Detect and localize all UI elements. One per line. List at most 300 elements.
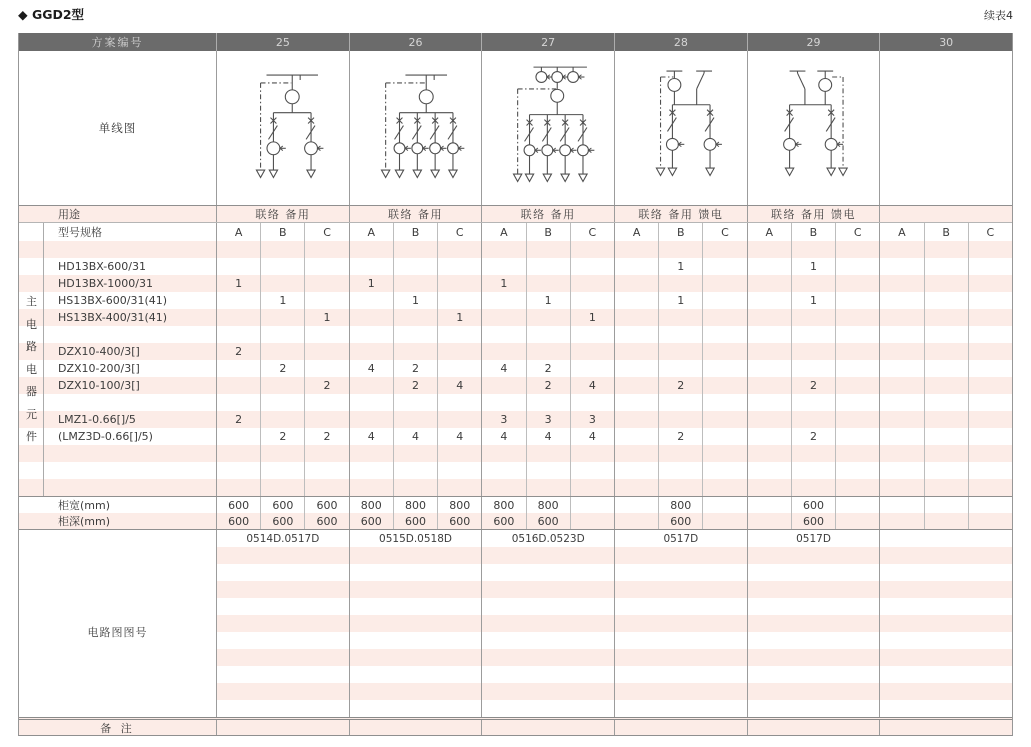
qty-cell <box>526 445 570 462</box>
stripe-row <box>350 683 482 700</box>
title-bar <box>0 0 1031 25</box>
diagram-number-left-cell <box>19 530 216 547</box>
qty-cell <box>526 343 570 360</box>
qty-cell: 4 <box>481 428 525 445</box>
stripe-row <box>615 547 747 564</box>
qty-cell <box>702 479 746 496</box>
cabinet-width-cell: 800 <box>526 497 570 513</box>
qty-cell <box>791 275 835 292</box>
cabinet-depth-cell <box>702 513 746 529</box>
component-name <box>44 241 216 258</box>
stripe-row <box>880 564 1012 581</box>
group-column-spacer <box>19 309 44 326</box>
qty-cell <box>614 479 658 496</box>
component-row <box>19 479 1012 496</box>
qty-cell <box>968 394 1012 411</box>
cabinet-width-cell <box>924 497 968 513</box>
cabinet-depth-row <box>19 513 1012 530</box>
qty-cell <box>835 411 879 428</box>
qty-cell <box>702 462 746 479</box>
qty-cell <box>260 309 304 326</box>
cabinet-depth-cell <box>747 513 791 529</box>
qty-cell: 3 <box>570 411 614 428</box>
qty-cell <box>304 326 348 343</box>
qty-cell <box>614 309 658 326</box>
qty-cell <box>924 411 968 428</box>
qty-cell <box>216 326 260 343</box>
component-row <box>19 292 1012 309</box>
group-column-spacer <box>19 326 44 343</box>
qty-cell <box>702 258 746 275</box>
remark-cell <box>614 720 747 735</box>
qty-cell <box>260 411 304 428</box>
qty-cell <box>216 241 260 258</box>
qty-cell <box>260 479 304 496</box>
qty-cell <box>614 258 658 275</box>
cabinet-depth-cell <box>968 513 1012 529</box>
remark-cell <box>879 720 1012 735</box>
qty-cell: 2 <box>304 377 348 394</box>
stripe-row <box>748 683 880 700</box>
qty-cell <box>304 411 348 428</box>
qty-cell <box>747 241 791 258</box>
component-row <box>19 411 1012 428</box>
stripe-row <box>350 547 482 564</box>
group-column-spacer <box>19 445 44 462</box>
qty-cell <box>614 445 658 462</box>
qty-cell <box>747 479 791 496</box>
components-section <box>19 241 1012 496</box>
qty-cell <box>481 462 525 479</box>
qty-cell <box>393 309 437 326</box>
qty-cell: 2 <box>526 377 570 394</box>
qty-cell <box>791 309 835 326</box>
qty-cell <box>437 445 481 462</box>
continuation-label: 续表4 <box>984 9 1013 22</box>
qty-cell <box>216 462 260 479</box>
qty-cell <box>924 377 968 394</box>
qty-cell <box>658 411 702 428</box>
diagram-cell-30 <box>879 51 1012 205</box>
qty-cell <box>879 360 923 377</box>
subcol-header: C <box>304 223 348 241</box>
qty-cell <box>570 275 614 292</box>
stripe-row <box>748 649 880 666</box>
qty-cell <box>393 241 437 258</box>
qty-cell <box>216 309 260 326</box>
diagram-number-cell <box>879 530 1012 547</box>
qty-cell <box>614 275 658 292</box>
qty-cell: 2 <box>393 377 437 394</box>
qty-cell <box>968 462 1012 479</box>
qty-cell <box>747 292 791 309</box>
stripe-row <box>350 649 482 666</box>
qty-cell <box>526 326 570 343</box>
qty-cell <box>260 462 304 479</box>
qty-cell <box>968 275 1012 292</box>
usage-cell: 联络 备用 <box>481 206 614 222</box>
diagram-cell-28 <box>614 51 747 205</box>
qty-cell <box>481 326 525 343</box>
qty-cell <box>747 258 791 275</box>
diagram-number-cell: 0515D.0518D <box>349 530 482 547</box>
cabinet-width-cell: 800 <box>437 497 481 513</box>
qty-cell <box>924 343 968 360</box>
qty-cell: 1 <box>437 309 481 326</box>
qty-cell: 2 <box>791 377 835 394</box>
stripe-row <box>748 632 880 649</box>
qty-cell <box>747 309 791 326</box>
usage-cell: 联络 备用 馈电 <box>614 206 747 222</box>
qty-cell <box>349 292 393 309</box>
qty-cell <box>393 343 437 360</box>
stripe-row <box>482 666 614 683</box>
qty-cell <box>216 394 260 411</box>
subcol-header: B <box>924 223 968 241</box>
cabinet-depth-cell <box>570 513 614 529</box>
qty-cell: 4 <box>349 428 393 445</box>
qty-cell: 1 <box>349 275 393 292</box>
stripe-row <box>880 666 1012 683</box>
qty-cell: 4 <box>437 377 481 394</box>
qty-cell <box>835 241 879 258</box>
stripe-row <box>748 700 880 717</box>
cabinet-width-cell <box>570 497 614 513</box>
qty-cell <box>791 343 835 360</box>
qty-cell: 2 <box>791 428 835 445</box>
qty-cell <box>304 462 348 479</box>
component-name <box>44 445 216 462</box>
qty-cell <box>835 343 879 360</box>
qty-cell <box>747 445 791 462</box>
qty-cell <box>658 309 702 326</box>
single-line-diagram-26 <box>350 51 482 205</box>
subcol-header: C <box>702 223 746 241</box>
stripe-row <box>482 581 614 598</box>
qty-cell <box>216 377 260 394</box>
qty-cell <box>437 292 481 309</box>
component-name <box>44 394 216 411</box>
group-column-spacer <box>19 428 44 445</box>
qty-cell <box>879 326 923 343</box>
subcol-header: B <box>658 223 702 241</box>
qty-cell <box>526 394 570 411</box>
cabinet-depth-cell <box>879 513 923 529</box>
qty-cell <box>879 445 923 462</box>
qty-cell <box>349 377 393 394</box>
spec-label: 型号规格 <box>58 226 102 239</box>
qty-cell <box>968 309 1012 326</box>
cabinet-width-cell: 800 <box>658 497 702 513</box>
spec-header-row <box>19 223 1012 241</box>
qty-cell <box>260 394 304 411</box>
qty-cell <box>304 241 348 258</box>
diagram-number-values-row <box>19 530 1012 547</box>
qty-cell <box>835 394 879 411</box>
qty-cell <box>437 411 481 428</box>
component-name: HD13BX-1000/31 <box>58 277 153 290</box>
cabinet-width-cell <box>968 497 1012 513</box>
stripe-row <box>217 649 349 666</box>
qty-cell <box>835 428 879 445</box>
stripe-row <box>880 615 1012 632</box>
qty-cell <box>924 394 968 411</box>
subcol-header: C <box>835 223 879 241</box>
qty-cell <box>393 411 437 428</box>
component-name <box>44 326 216 343</box>
single-line-diagram-row <box>19 51 1012 206</box>
qty-cell <box>526 309 570 326</box>
stripe-row <box>748 564 880 581</box>
stripe-row <box>748 581 880 598</box>
qty-cell <box>702 292 746 309</box>
qty-cell <box>393 445 437 462</box>
qty-cell <box>835 377 879 394</box>
qty-cell <box>614 462 658 479</box>
qty-cell <box>702 411 746 428</box>
qty-cell <box>393 394 437 411</box>
qty-cell <box>570 394 614 411</box>
qty-cell <box>879 241 923 258</box>
qty-cell <box>393 479 437 496</box>
group-label-char: 件 <box>26 430 37 443</box>
qty-cell <box>702 377 746 394</box>
component-name: HS13BX-400/31(41) <box>58 311 168 324</box>
qty-cell <box>349 445 393 462</box>
stripe-row <box>217 615 349 632</box>
qty-cell <box>924 241 968 258</box>
qty-cell <box>924 445 968 462</box>
stripe-row <box>880 700 1012 717</box>
qty-cell <box>658 360 702 377</box>
qty-cell <box>968 258 1012 275</box>
qty-cell <box>924 462 968 479</box>
usage-label: 用途 <box>58 208 80 221</box>
qty-cell <box>216 479 260 496</box>
qty-cell <box>481 377 525 394</box>
component-name <box>44 462 216 479</box>
stripe-row <box>217 683 349 700</box>
group-label-char: 器 <box>26 385 37 398</box>
qty-cell <box>658 241 702 258</box>
stripe-row <box>748 598 880 615</box>
stripe-row <box>615 683 747 700</box>
stripe-row <box>350 700 482 717</box>
qty-cell <box>702 343 746 360</box>
stripe-row <box>615 581 747 598</box>
stripe-row <box>350 598 482 615</box>
cabinet-width-cell <box>879 497 923 513</box>
qty-cell: 1 <box>658 258 702 275</box>
component-row <box>19 445 1012 462</box>
qty-cell: 2 <box>216 343 260 360</box>
qty-cell: 1 <box>791 292 835 309</box>
qty-cell: 4 <box>526 428 570 445</box>
qty-cell <box>349 326 393 343</box>
component-row <box>19 343 1012 360</box>
qty-cell <box>614 377 658 394</box>
cabinet-width-cell <box>747 497 791 513</box>
qty-cell <box>747 428 791 445</box>
qty-cell <box>924 258 968 275</box>
diagram-number-label: 电路图图号 <box>87 626 148 639</box>
stripe-row <box>748 547 880 564</box>
qty-cell <box>835 309 879 326</box>
subcol-header: B <box>393 223 437 241</box>
qty-cell: 4 <box>393 428 437 445</box>
qty-cell <box>349 411 393 428</box>
usage-cell: 联络 备用 馈电 <box>747 206 880 222</box>
component-row <box>19 377 1012 394</box>
qty-cell: 2 <box>216 411 260 428</box>
stripe-row <box>217 547 349 564</box>
qty-cell <box>437 394 481 411</box>
qty-cell <box>437 360 481 377</box>
header-scheme-27: 27 <box>481 33 614 51</box>
component-row <box>19 394 1012 411</box>
qty-cell <box>835 462 879 479</box>
subcol-header: A <box>747 223 791 241</box>
cabinet-width-cell: 800 <box>349 497 393 513</box>
group-column-spacer <box>19 275 44 292</box>
qty-cell <box>481 445 525 462</box>
cabinet-width-cell: 600 <box>791 497 835 513</box>
qty-cell <box>968 479 1012 496</box>
subcol-header: B <box>526 223 570 241</box>
qty-cell <box>658 275 702 292</box>
stripe-row <box>880 581 1012 598</box>
remarks-row <box>19 717 1012 735</box>
cabinet-depth-cell: 600 <box>260 513 304 529</box>
group-column-spacer <box>19 360 44 377</box>
subcol-header: B <box>791 223 835 241</box>
qty-cell <box>526 241 570 258</box>
diagram-number-section <box>19 547 1012 717</box>
qty-cell <box>747 411 791 428</box>
page-title: ◆ GGD2型 <box>18 7 85 22</box>
qty-cell: 2 <box>260 428 304 445</box>
diagram-cell-26 <box>349 51 482 205</box>
qty-cell <box>304 445 348 462</box>
qty-cell <box>570 292 614 309</box>
cabinet-width-cell: 800 <box>393 497 437 513</box>
component-row <box>19 275 1012 292</box>
cabinet-width-cell: 800 <box>481 497 525 513</box>
qty-cell <box>216 258 260 275</box>
component-name: DZX10-100/3[] <box>58 379 140 392</box>
stripe-row <box>482 683 614 700</box>
qty-cell <box>260 275 304 292</box>
component-row <box>19 309 1012 326</box>
subcol-header: C <box>437 223 481 241</box>
qty-cell <box>835 360 879 377</box>
qty-cell <box>747 462 791 479</box>
remark-cell <box>747 720 880 735</box>
qty-cell: 1 <box>481 275 525 292</box>
qty-cell <box>968 411 1012 428</box>
qty-cell <box>835 275 879 292</box>
qty-cell: 4 <box>570 428 614 445</box>
qty-cell <box>570 326 614 343</box>
diagram-cell-29 <box>747 51 880 205</box>
usage-row <box>19 206 1012 223</box>
component-row <box>19 241 1012 258</box>
qty-cell <box>879 428 923 445</box>
usage-cell <box>879 206 1012 222</box>
header-scheme-25: 25 <box>216 33 349 51</box>
qty-cell <box>304 394 348 411</box>
stripe-row <box>350 564 482 581</box>
cabinet-depth-cell: 600 <box>304 513 348 529</box>
qty-cell <box>968 428 1012 445</box>
qty-cell: 1 <box>791 258 835 275</box>
qty-cell <box>614 326 658 343</box>
subcol-header: C <box>570 223 614 241</box>
diagram-number-column-28 <box>614 547 747 717</box>
stripe-row <box>880 649 1012 666</box>
qty-cell <box>702 428 746 445</box>
group-label-char: 主 <box>26 295 37 308</box>
qty-cell: 2 <box>304 428 348 445</box>
stripe-row <box>482 615 614 632</box>
cabinet-width-cell <box>835 497 879 513</box>
qty-cell <box>437 343 481 360</box>
qty-cell <box>393 275 437 292</box>
qty-cell <box>570 445 614 462</box>
qty-cell <box>349 462 393 479</box>
qty-cell <box>702 309 746 326</box>
qty-cell <box>835 445 879 462</box>
stripe-row <box>615 615 747 632</box>
scheme-spec-table <box>18 33 1013 736</box>
qty-cell <box>879 479 923 496</box>
qty-cell <box>879 343 923 360</box>
qty-cell: 1 <box>216 275 260 292</box>
group-column-spacer <box>19 241 44 258</box>
stripe-row <box>350 666 482 683</box>
qty-cell: 4 <box>481 360 525 377</box>
subcol-header: B <box>260 223 304 241</box>
qty-cell <box>614 241 658 258</box>
qty-cell <box>260 258 304 275</box>
qty-cell <box>879 275 923 292</box>
cabinet-width-cell: 600 <box>304 497 348 513</box>
group-column-spacer <box>19 258 44 275</box>
diagram-number-column-25 <box>216 547 349 717</box>
stripe-row <box>217 564 349 581</box>
component-row <box>19 428 1012 445</box>
qty-cell: 2 <box>658 428 702 445</box>
single-line-diagram-label: 单线图 <box>98 121 137 135</box>
qty-cell <box>835 479 879 496</box>
qty-cell <box>349 241 393 258</box>
stripe-row <box>482 564 614 581</box>
cabinet-width-cell <box>614 497 658 513</box>
qty-cell <box>570 258 614 275</box>
remarks-label: 备 注 <box>100 721 135 735</box>
qty-cell <box>526 258 570 275</box>
remark-cell <box>481 720 614 735</box>
qty-cell: 1 <box>658 292 702 309</box>
qty-cell <box>968 326 1012 343</box>
stripe-row <box>350 581 482 598</box>
cabinet-width-label: 柜宽(mm) <box>58 499 111 512</box>
stripe-row <box>615 649 747 666</box>
qty-cell <box>570 241 614 258</box>
group-label-char: 路 <box>26 340 37 353</box>
qty-cell: 1 <box>304 309 348 326</box>
cabinet-depth-cell: 600 <box>216 513 260 529</box>
